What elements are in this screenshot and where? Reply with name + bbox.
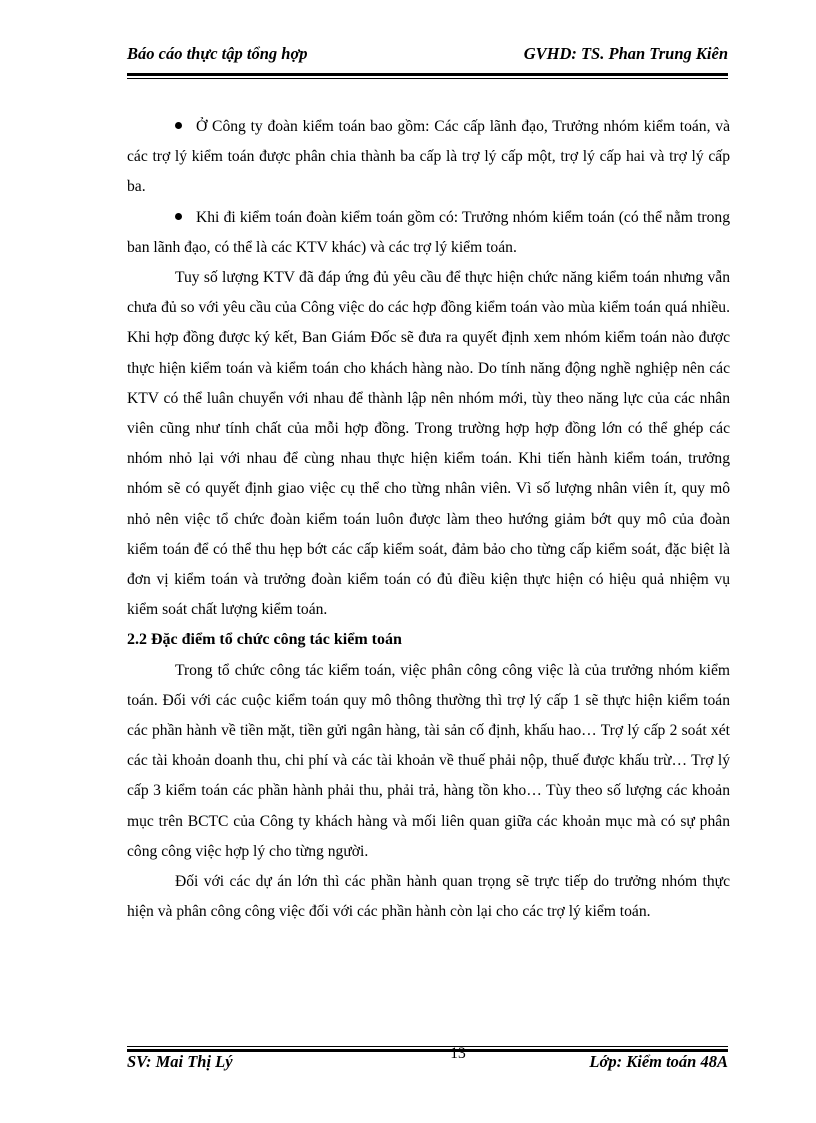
- bullet-dot-icon: [175, 213, 182, 220]
- section-heading: 2.2 Đặc điểm tổ chức công tác kiểm toán: [127, 631, 402, 649]
- paragraph-3: Đối với các dự án lớn thì các phần hành quan trọng sẽ trực tiếp do trưởng nhóm thực hiện và phân công công việc đối với các phần hành còn lại cho các trợ lý kiểm toán.: [127, 873, 730, 921]
- bullet-item-1-text: Ở Công ty đoàn kiểm toán bao gồm: Các cấp lãnh đạo, Trưởng nhóm kiểm toán, và các trợ lý kiểm toán được phân chia thành ba cấp là trợ lý cấp một, trợ lý cấp hai và trợ lý cấp ba.: [127, 118, 730, 196]
- header-rule-thin: [127, 78, 728, 79]
- bullet-dot-icon: [175, 122, 182, 129]
- footer-class-name: Lớp: Kiểm toán 48A: [589, 1052, 728, 1071]
- paragraph-2: Trong tổ chức công tác kiểm toán, việc phân công công việc là của trưởng nhóm kiểm toán. Đối với các cuộc kiểm toán quy mô thông thường thì trợ lý cấp 1 sẽ thực hiện kiểm toán các phần hành về tiền mặt, tiền gửi ngân hàng, tài sản cố định, khấu hao… Trợ lý cấp 2 soát xét các tài khoản doanh thu, chi phí và các tài khoản về thuế phải nộp, thuế được khấu trừ… Trợ lý cấp 3 kiểm toán các phần hành phải thu, phải trả, hàng tồn kho… Tùy theo số lượng các khoản mục trên BCTC của Công ty khách hàng và mối liên quan giữa các khoản mục mà có sự phân công công việc hợp lý cho từng người.: [127, 661, 730, 860]
- page-number: 13: [450, 1045, 466, 1062]
- page-footer: [127, 1052, 728, 1076]
- bullet-item-2-text: Khi đi kiểm toán đoàn kiểm toán gồm có: Trưởng nhóm kiểm toán (có thể nằm trong ban lãnh đạo, có thể là các KTV khác) và các trợ lý kiểm toán.: [127, 208, 730, 256]
- paragraph-1: Tuy số lượng KTV đã đáp ứng đủ yêu cầu để thực hiện chức năng kiểm toán nhưng vẫn chưa đủ so với yêu cầu của Công việc do các hợp đồng kiểm toán vào mùa kiểm toán quá nhiều. Khi hợp đồng được ký kết, Ban Giám Đốc sẽ đưa ra quyết định xem nhóm kiểm toán nào được thực hiện kiểm toán và kiểm toán cho khách hàng nào. Do tính năng động nghề nghiệp nên các KTV có thể luân chuyển với nhau để thành lập nên nhóm mới, tùy theo năng lực của các nhân viên cũng như tính chất của mỗi hợp đồng. Trong trường hợp hợp đồng lớn có thể ghép các nhóm nhỏ lại với nhau để cùng nhau thực hiện kiểm toán. Khi tiến hành kiểm toán, trưởng nhóm sẽ có quyết định giao việc cụ thể cho từng nhân viên. Vì số lượng nhân viên ít, quy mô nhỏ nên việc tổ chức đoàn kiểm toán luôn được làm theo hướng giảm bớt quy mô của đoàn kiểm toán để có thể thu hẹp bớt các cấp kiểm soát, đảm bảo cho từng cấp kiểm soát, đặc biệt là đơn vị kiểm toán và trưởng đoàn kiểm toán có đủ điều kiện thực hiện có hiệu quả nhiệm vụ kiểm soát chất lượng kiểm toán.: [127, 269, 730, 619]
- bullet-item-1: [127, 112, 730, 203]
- footer-rule-thin: [127, 1046, 728, 1047]
- header-supervisor: GVHD: TS. Phan Trung Kiên: [523, 44, 728, 63]
- page-body: [127, 112, 730, 927]
- header-rule-thick: [127, 73, 728, 76]
- header-report-title: Báo cáo thực tập tổng hợp: [127, 44, 308, 63]
- bullet-item-2: [127, 203, 730, 263]
- footer-student-name: SV: Mai Thị Lý: [127, 1052, 233, 1071]
- page-header: [127, 44, 728, 74]
